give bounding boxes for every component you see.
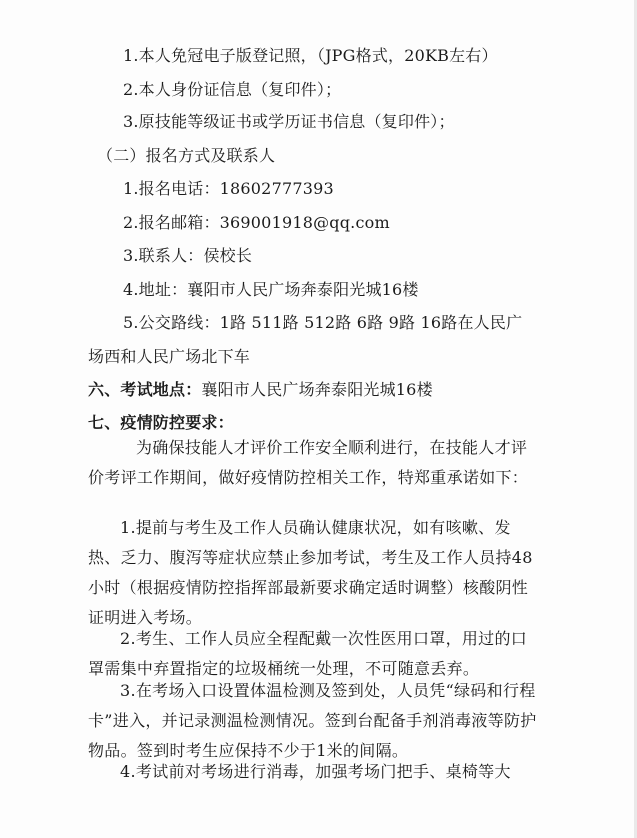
bus-routes-continued: 场西和人民广场北下车 bbox=[88, 347, 251, 366]
photo-requirement: 1.本人免冠电子版登记照，（JPG格式，20KB左右） bbox=[123, 46, 498, 65]
health-check-paragraph: 1.提前与考生及工作人员确认健康状况，如有咳嗽、发热、乏力、腹泻等症状应禁止参加考试，考生及工作人员持48小时（根据疫情防控指挥部最新要求确定适时调整）核酸阴性证明进入考场。 bbox=[88, 518, 533, 627]
registration-email: 2.报名邮箱：369001918@qq.com bbox=[123, 213, 390, 232]
mask-paragraph: 2.考生、工作人员应全程配戴一次性医用口罩，用过的口罩需集中弃置指定的垃圾桶统一处理，不可随意丢弃。 bbox=[88, 629, 528, 678]
bus-routes: 5.公交路线：1路 511路 512路 6路 9路 16路在人民广 bbox=[123, 313, 523, 332]
temperature-check-paragraph: 3.在考场入口设置体温检测及签到处，人员凭“绿码和行程卡”进入，并记录测温检测情况。签到台配备手剂消毒液等防护物品。签到时考生应保持不少于1米的间隔。 bbox=[88, 681, 537, 760]
intro-paragraph: 为确保技能人才评价工作安全顺利进行，在技能人才评价考评工作期间，做好疫情防控相关工作，特郑重承诺如下： bbox=[88, 438, 529, 487]
certificate-requirement: 3.原技能等级证书或学历证书信息（复印件）； bbox=[123, 112, 455, 131]
registration-heading: （二）报名方式及联系人 bbox=[97, 146, 276, 165]
exam-location-label: 六、考试地点： bbox=[88, 380, 202, 399]
registration-phone: 1.报名电话：18602777393 bbox=[123, 179, 334, 198]
exam-location-text: 襄阳市人民广场奔泰阳光城16楼 bbox=[201, 380, 433, 399]
address: 4.地址：襄阳市人民广场奔泰阳光城16楼 bbox=[123, 280, 419, 299]
id-card-requirement: 2.本人身份证信息（复印件）； bbox=[123, 80, 342, 99]
contact-person: 3.联系人：侯校长 bbox=[123, 246, 253, 265]
disinfection-paragraph: 4.考试前对考场进行消毒，加强考场门把手、桌椅等大 bbox=[120, 762, 511, 781]
epidemic-requirements-heading: 七、疫情防控要求： bbox=[88, 413, 234, 432]
exam-location bbox=[88, 380, 433, 400]
